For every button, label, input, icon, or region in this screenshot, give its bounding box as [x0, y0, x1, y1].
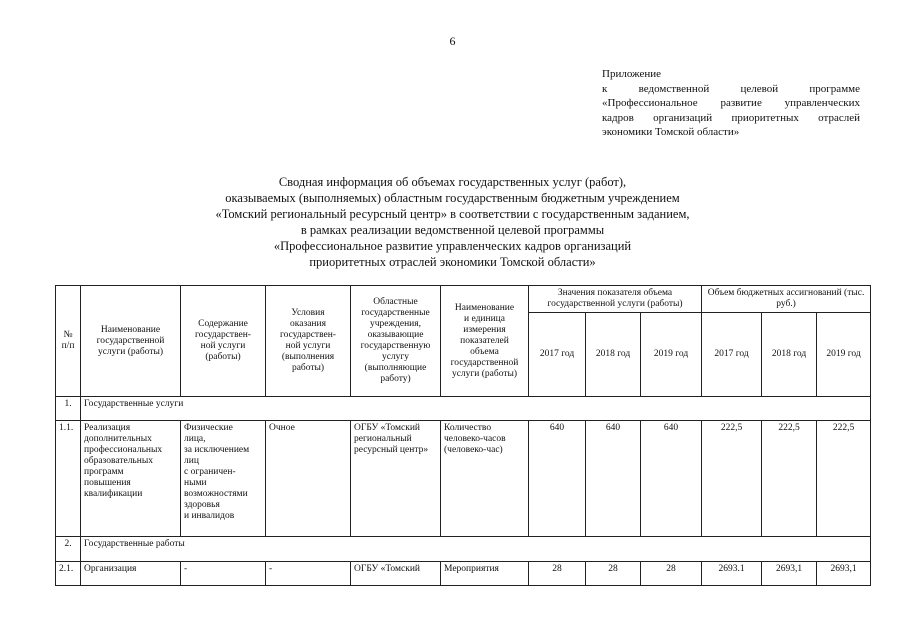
row-conditions: -: [266, 562, 351, 586]
header-budget-group: Объем бюджетных ассигнований (тыс. руб.): [702, 286, 871, 313]
appendix-line: к ведомственной целевой программе: [602, 82, 860, 95]
section-title: Государственные работы: [81, 537, 871, 562]
row-value-2019: 640: [641, 421, 702, 537]
appendix-line: «Профессиональное развитие управленческих: [602, 97, 860, 109]
row-budget-2018: 222,5: [762, 421, 817, 537]
row-conditions: Очное: [266, 421, 351, 537]
row-value-2017: 28: [529, 562, 586, 586]
row-value-2017: 640: [529, 421, 586, 537]
header-year: 2018 год: [586, 313, 641, 397]
section-row: [56, 537, 871, 562]
header-conditions: Условия оказания государствен- ной услуги (выполнения работы): [266, 286, 351, 397]
title-line: оказываемых (выполняемых) областным государственным бюджетным учреждением: [225, 191, 680, 205]
header-content: Содержание государствен- ной услуги (работы): [181, 286, 266, 397]
row-num: 1.1.: [56, 421, 81, 537]
row-num: 2.1.: [56, 562, 81, 586]
header-year: 2017 год: [529, 313, 586, 397]
header-year: 2018 год: [762, 313, 817, 397]
row-name: Организация: [81, 562, 181, 586]
title-line: Сводная информация об объемах государственных услуг (работ),: [278, 175, 627, 189]
row-unit: Мероприятия: [441, 562, 529, 586]
row-value-2018: 28: [586, 562, 641, 586]
header-year: 2019 год: [641, 313, 702, 397]
row-institution: ОГБУ «Томский региональный ресурсный центр»: [351, 421, 441, 537]
row-name: Реализация дополнительных профессиональных образовательных программ повышения квалификации: [81, 421, 181, 537]
appendix-line: экономики Томской области»: [602, 126, 740, 138]
header-year: 2019 год: [817, 313, 871, 397]
header-name: Наименование государственной услуги (работы): [81, 286, 181, 397]
header-institutions: Областные государственные учреждения, оказывающие государственную услугу (выполняющие работу): [351, 286, 441, 397]
row-value-2018: 640: [586, 421, 641, 537]
appendix-line: Приложение: [602, 68, 662, 80]
table-row: [56, 421, 871, 537]
section-num: 2.: [56, 537, 81, 562]
row-unit: Количество человеко-часов (человеко-час): [441, 421, 529, 537]
row-content: Физические лица, за исключением лиц с ограничен- ными возможностями здоровья и инвалидов: [181, 421, 266, 537]
row-institution: ОГБУ «Томский: [351, 562, 441, 586]
appendix-line: кадров организаций приоритетных отраслей: [602, 111, 860, 124]
header-unit: Наименование и единица измерения показателей объема государственной услуги (работы): [441, 286, 529, 397]
page-number: 6: [449, 34, 456, 48]
section-row: [56, 397, 871, 421]
row-budget-2019: 222,5: [817, 421, 871, 537]
row-content: -: [181, 562, 266, 586]
row-budget-2019: 2693,1: [817, 562, 871, 586]
document-title: [0, 174, 905, 270]
title-line: приоритетных отраслей экономики Томской области»: [309, 255, 596, 269]
appendix-note: [602, 67, 860, 140]
title-line: в рамках реализации ведомственной целевой программы: [300, 223, 605, 237]
row-budget-2017: 222,5: [702, 421, 762, 537]
section-num: 1.: [56, 397, 81, 421]
table-row: [56, 562, 871, 586]
row-budget-2018: 2693,1: [762, 562, 817, 586]
title-line: «Профессиональное развитие управленческих кадров организаций: [273, 239, 632, 253]
header-row: [56, 286, 871, 313]
row-value-2019: 28: [641, 562, 702, 586]
header-num: № п/п: [56, 286, 81, 397]
services-table: [55, 285, 871, 586]
title-line: «Томский региональный ресурсный центр» в соответствии с государственным заданием,: [215, 207, 690, 221]
header-year: 2017 год: [702, 313, 762, 397]
row-budget-2017: 2693.1: [702, 562, 762, 586]
header-indicator-group: Значения показателя объема государственной услуги (работы): [529, 286, 702, 313]
section-title: Государственные услуги: [81, 397, 871, 421]
